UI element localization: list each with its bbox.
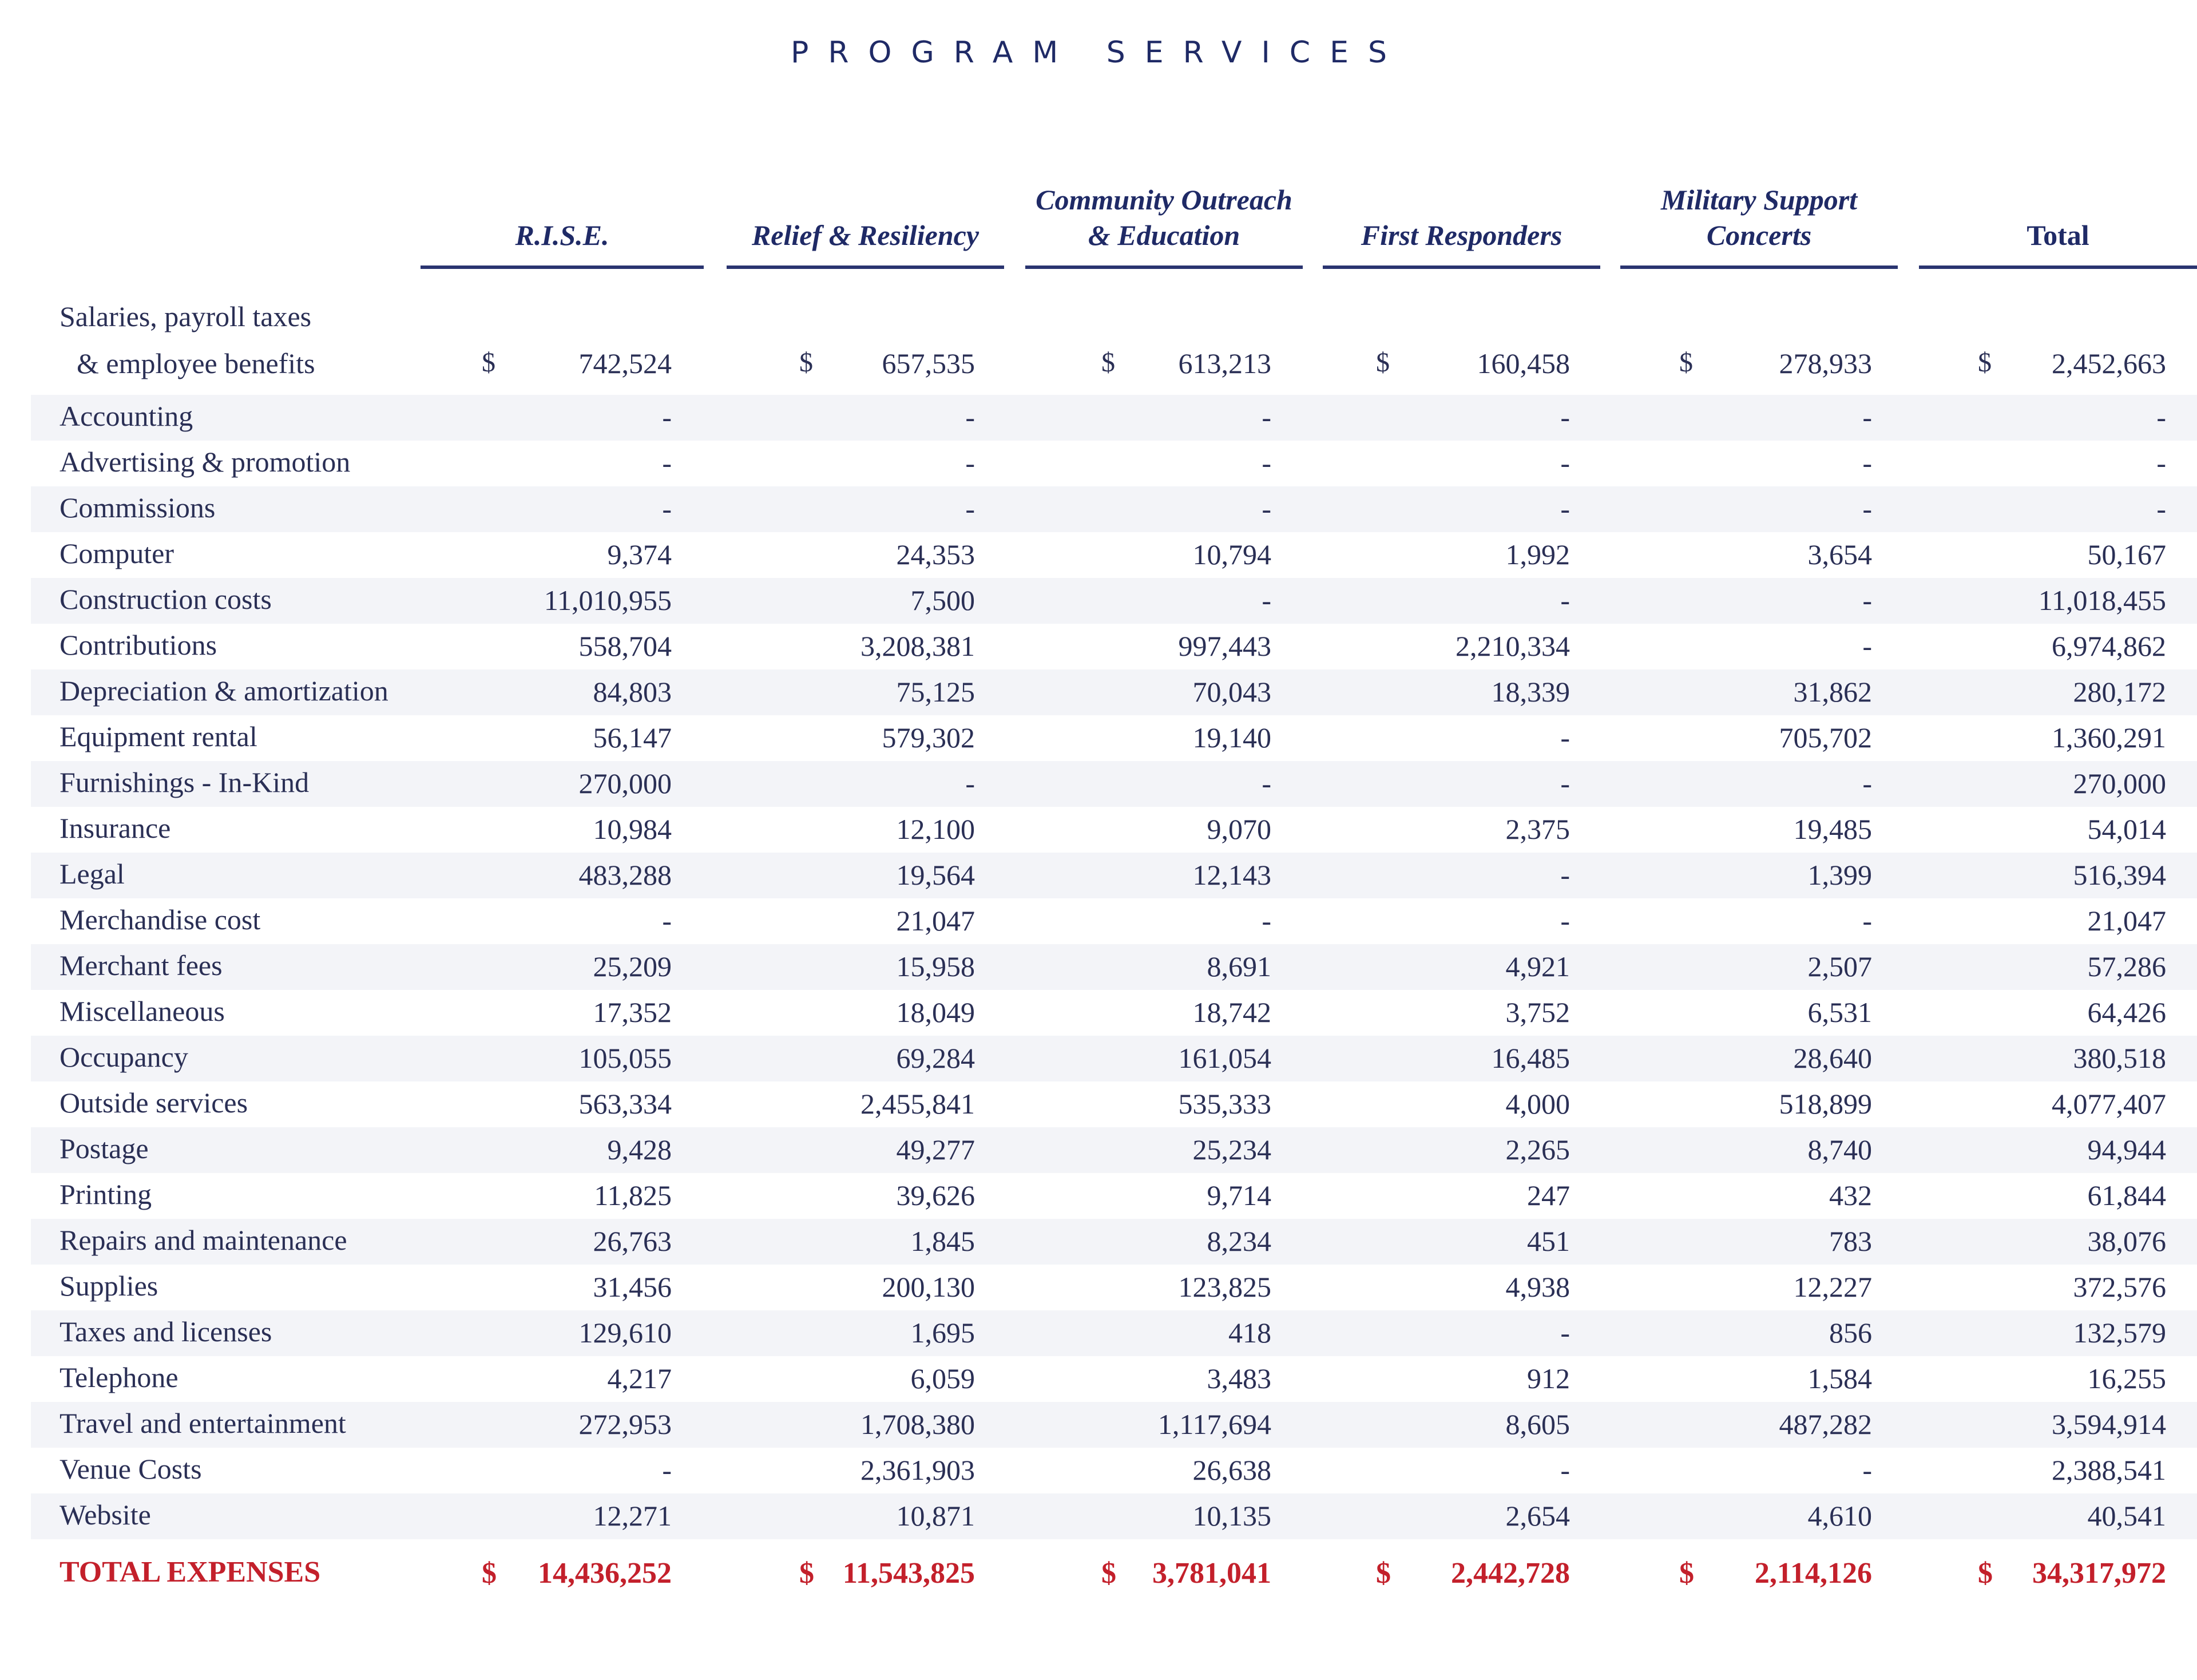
currency-symbol: $ xyxy=(1978,347,1992,378)
table-row xyxy=(31,1493,2197,1539)
table-cell: - xyxy=(1862,630,1872,662)
table-cell: 12,227 xyxy=(1793,1271,1872,1303)
column-header-line1: Relief & Resiliency xyxy=(751,219,979,251)
table-cell: 25,234 xyxy=(1192,1134,1271,1166)
table-cell: 160,458 xyxy=(1477,347,1570,379)
table-cell: 105,055 xyxy=(578,1042,672,1074)
table-cell: 56,147 xyxy=(593,722,672,754)
table-cell: 26,638 xyxy=(1192,1454,1271,1486)
row-label: Miscellaneous xyxy=(60,995,225,1027)
table-cell: 6,059 xyxy=(910,1362,975,1394)
table-cell: 200,130 xyxy=(882,1271,975,1303)
table-cell: 49,277 xyxy=(896,1134,975,1166)
table-row xyxy=(31,486,2197,532)
table-cell: 15,958 xyxy=(896,950,975,982)
table-cell: 69,284 xyxy=(896,1042,975,1074)
table-cell: 8,740 xyxy=(1807,1134,1872,1166)
table-cell: 11,018,455 xyxy=(2038,584,2166,616)
table-cell: 705,702 xyxy=(1779,722,1872,754)
table-cell: 10,135 xyxy=(1192,1500,1271,1532)
table-cell: - xyxy=(1560,905,1570,937)
table-row xyxy=(31,395,2197,441)
currency-symbol: $ xyxy=(1679,1557,1694,1590)
table-cell: - xyxy=(662,493,672,525)
table-row xyxy=(31,578,2197,624)
column-header-line1: Total xyxy=(2027,219,2089,251)
table-cell: 1,117,694 xyxy=(1157,1408,1271,1440)
table-cell: 21,047 xyxy=(2087,905,2166,937)
table-cell: 40,541 xyxy=(2087,1500,2166,1532)
table-row xyxy=(31,807,2197,853)
table-cell: 3,654 xyxy=(1807,538,1872,570)
column-header-line1: R.I.S.E. xyxy=(515,219,609,251)
table-cell: 10,984 xyxy=(593,813,672,845)
table-cell: 856 xyxy=(1829,1317,1872,1349)
table-cell: - xyxy=(662,447,672,479)
table-cell: 4,217 xyxy=(607,1362,672,1394)
row-label: Taxes and licenses xyxy=(60,1316,272,1348)
table-cell: 11,543,825 xyxy=(842,1557,975,1590)
expense-table-body xyxy=(31,395,2197,1539)
table-cell: 2,210,334 xyxy=(1456,630,1570,662)
table-cell: 19,140 xyxy=(1192,722,1271,754)
table-cell: 3,752 xyxy=(1505,996,1570,1028)
table-cell: - xyxy=(1862,401,1872,433)
table-cell: 16,255 xyxy=(2087,1362,2166,1394)
table-cell: - xyxy=(2156,493,2166,525)
table-cell: 11,825 xyxy=(594,1179,672,1211)
table-row xyxy=(31,761,2197,807)
column-header-line2: & Education xyxy=(1088,219,1240,251)
table-cell: 8,691 xyxy=(1207,950,1271,982)
table-cell: 1,708,380 xyxy=(860,1408,975,1440)
table-cell: 50,167 xyxy=(2087,538,2166,570)
table-cell: 380,518 xyxy=(2073,1042,2166,1074)
table-cell: 1,695 xyxy=(910,1317,975,1349)
table-cell: - xyxy=(1560,447,1570,479)
table-cell: 18,742 xyxy=(1192,996,1271,1028)
total-expenses-row xyxy=(31,1551,2197,1602)
table-cell: 2,507 xyxy=(1807,950,1872,982)
table-cell: 2,442,728 xyxy=(1451,1557,1570,1590)
table-cell: - xyxy=(2156,447,2166,479)
currency-symbol: $ xyxy=(799,347,813,378)
table-cell: - xyxy=(1862,493,1872,525)
table-cell: - xyxy=(662,905,672,937)
table-cell: - xyxy=(2156,401,2166,433)
table-cell: 535,333 xyxy=(1178,1088,1271,1120)
column-header-line1: First Responders xyxy=(1361,219,1563,251)
table-cell: 6,531 xyxy=(1807,996,1872,1028)
table-cell: - xyxy=(662,1454,672,1486)
table-cell: - xyxy=(1560,1454,1570,1486)
row-label: Travel and entertainment xyxy=(60,1407,346,1439)
table-cell: 12,143 xyxy=(1192,859,1271,891)
table-cell: - xyxy=(965,447,975,479)
table-cell: 280,172 xyxy=(2073,676,2166,708)
table-row xyxy=(31,1310,2197,1356)
currency-symbol: $ xyxy=(1978,1557,1993,1590)
table-cell: - xyxy=(1262,584,1271,616)
table-cell: 70,043 xyxy=(1192,676,1271,708)
table-cell: 6,974,862 xyxy=(2052,630,2166,662)
table-cell: 2,114,126 xyxy=(1754,1557,1872,1590)
column-header-line1: Community Outreach xyxy=(1036,184,1292,216)
table-cell: 3,483 xyxy=(1207,1362,1271,1394)
table-cell: 10,871 xyxy=(896,1500,975,1532)
table-cell: 9,070 xyxy=(1207,813,1271,845)
page-title: PROGRAM SERVICES xyxy=(791,35,1406,70)
table-row xyxy=(31,1356,2197,1402)
row-label: Computer xyxy=(60,537,174,569)
table-cell: - xyxy=(1862,1454,1872,1486)
table-cell: 783 xyxy=(1829,1225,1872,1257)
table-cell: 3,594,914 xyxy=(2052,1408,2166,1440)
table-cell: - xyxy=(662,401,672,433)
table-cell: 4,921 xyxy=(1505,950,1570,982)
table-cell: 247 xyxy=(1527,1179,1570,1211)
table-cell: 123,825 xyxy=(1178,1271,1271,1303)
table-cell: 2,388,541 xyxy=(2052,1454,2166,1486)
table-cell: 19,485 xyxy=(1793,813,1872,845)
currency-symbol: $ xyxy=(1101,1557,1116,1590)
row-label: Venue Costs xyxy=(60,1453,202,1485)
table-cell: 64,426 xyxy=(2087,996,2166,1028)
row-label: Postage xyxy=(60,1132,149,1164)
row-label: Contributions xyxy=(60,629,217,661)
table-cell: - xyxy=(1262,401,1271,433)
row-label: Legal xyxy=(60,858,125,890)
table-cell: 9,428 xyxy=(607,1134,672,1166)
table-cell: 34,317,972 xyxy=(2032,1557,2166,1590)
table-cell: - xyxy=(1560,493,1570,525)
table-cell: 129,610 xyxy=(578,1317,672,1349)
row-label: Merchant fees xyxy=(60,949,223,981)
table-cell: 161,054 xyxy=(1178,1042,1271,1074)
table-row xyxy=(31,715,2197,761)
currency-symbol: $ xyxy=(482,1557,497,1590)
row-label: Website xyxy=(60,1499,151,1531)
table-cell: 516,394 xyxy=(2073,859,2166,891)
table-cell: 563,334 xyxy=(578,1088,672,1120)
table-cell: - xyxy=(1862,767,1872,799)
currency-symbol: $ xyxy=(1101,347,1115,378)
table-cell: - xyxy=(1862,447,1872,479)
table-cell: - xyxy=(1262,905,1271,937)
table-cell: 742,524 xyxy=(578,347,672,379)
table-row xyxy=(31,532,2197,578)
table-cell: 1,992 xyxy=(1505,538,1570,570)
column-header xyxy=(727,183,1004,269)
table-row xyxy=(31,853,2197,898)
table-cell: 10,794 xyxy=(1192,538,1271,570)
table-cell: 16,485 xyxy=(1491,1042,1570,1074)
table-cell: - xyxy=(1560,1317,1570,1349)
table-cell: - xyxy=(1560,722,1570,754)
table-cell: - xyxy=(965,767,975,799)
table-cell: 25,209 xyxy=(593,950,672,982)
table-cell: 61,844 xyxy=(2087,1179,2166,1211)
row-label: Commissions xyxy=(60,492,216,524)
table-cell: 31,862 xyxy=(1793,676,1872,708)
table-cell: 518,899 xyxy=(1779,1088,1872,1120)
table-cell: 14,436,252 xyxy=(538,1557,672,1590)
table-row xyxy=(31,1081,2197,1127)
table-row xyxy=(31,441,2197,486)
table-cell: 9,714 xyxy=(1207,1179,1271,1211)
table-cell: 31,456 xyxy=(593,1271,672,1303)
currency-symbol: $ xyxy=(1376,1557,1391,1590)
column-header xyxy=(1025,183,1303,269)
table-cell: - xyxy=(1560,767,1570,799)
table-row xyxy=(31,624,2197,669)
row-label: Telephone xyxy=(60,1361,179,1393)
table-cell: 487,282 xyxy=(1779,1408,1872,1440)
row-label: Furnishings - In-Kind xyxy=(60,766,310,798)
column-header xyxy=(421,183,704,269)
table-cell: - xyxy=(1560,859,1570,891)
currency-symbol: $ xyxy=(799,1557,814,1590)
table-cell: 8,234 xyxy=(1207,1225,1271,1257)
table-cell: 2,361,903 xyxy=(860,1454,975,1486)
currency-symbol: $ xyxy=(1679,347,1693,378)
row-label: Depreciation & amortization xyxy=(60,675,388,707)
currency-symbol: $ xyxy=(482,347,495,378)
table-cell: 4,610 xyxy=(1807,1500,1872,1532)
table-cell: 1,399 xyxy=(1807,859,1872,891)
table-row xyxy=(31,1127,2197,1173)
table-cell: 38,076 xyxy=(2087,1225,2166,1257)
table-cell: 432 xyxy=(1829,1179,1872,1211)
table-cell: 483,288 xyxy=(578,859,672,891)
table-cell: 1,845 xyxy=(910,1225,975,1257)
table-cell: 19,564 xyxy=(896,859,975,891)
table-cell: 18,049 xyxy=(896,996,975,1028)
table-cell: 9,374 xyxy=(607,538,672,570)
table-row xyxy=(31,990,2197,1036)
table-row xyxy=(31,944,2197,990)
table-cell: 94,944 xyxy=(2087,1134,2166,1166)
table-cell: 657,535 xyxy=(882,347,975,379)
table-cell: 372,576 xyxy=(2073,1271,2166,1303)
table-cell: 2,654 xyxy=(1505,1500,1570,1532)
row-label: Occupancy xyxy=(60,1041,188,1073)
table-cell: 12,271 xyxy=(593,1500,672,1532)
table-cell: 4,000 xyxy=(1505,1088,1570,1120)
column-header xyxy=(1919,183,2197,269)
table-cell: 912 xyxy=(1527,1362,1570,1394)
table-cell: 1,360,291 xyxy=(2052,722,2166,754)
total-expenses-label: TOTAL EXPENSES xyxy=(60,1556,321,1588)
table-cell: 17,352 xyxy=(593,996,672,1028)
table-row xyxy=(31,1448,2197,1493)
row-label: Merchandise cost xyxy=(60,904,261,936)
row-label: Supplies xyxy=(60,1270,158,1302)
currency-symbol: $ xyxy=(1376,347,1390,378)
table-cell: 278,933 xyxy=(1779,347,1872,379)
table-cell: 7,500 xyxy=(910,584,975,616)
table-cell: 451 xyxy=(1527,1225,1570,1257)
table-cell: 2,375 xyxy=(1505,813,1570,845)
table-row xyxy=(31,898,2197,944)
table-cell: 75,125 xyxy=(896,676,975,708)
table-cell: - xyxy=(1560,401,1570,433)
table-cell: 4,077,407 xyxy=(2052,1088,2166,1120)
table-cell: 2,455,841 xyxy=(860,1088,975,1120)
row-label: Outside services xyxy=(60,1087,248,1119)
table-cell: 2,452,663 xyxy=(2052,347,2166,379)
table-cell: 54,014 xyxy=(2087,813,2166,845)
row-label: Repairs and maintenance xyxy=(60,1224,347,1256)
row-label: Insurance xyxy=(60,812,171,844)
table-cell: 3,781,041 xyxy=(1152,1557,1271,1590)
table-row xyxy=(31,1402,2197,1448)
table-cell: 2,265 xyxy=(1505,1134,1570,1166)
table-cell: 12,100 xyxy=(896,813,975,845)
table-cell: 1,584 xyxy=(1807,1362,1872,1394)
table-row xyxy=(31,1036,2197,1081)
table-cell: 21,047 xyxy=(896,905,975,937)
table-cell: 3,208,381 xyxy=(860,630,975,662)
table-row-salaries xyxy=(31,298,2197,395)
table-cell: - xyxy=(1262,767,1271,799)
table-row xyxy=(31,1265,2197,1310)
table-cell: - xyxy=(1560,584,1570,616)
table-row xyxy=(31,669,2197,715)
table-cell: 418 xyxy=(1228,1317,1271,1349)
column-header xyxy=(1620,183,1898,269)
column-header-line2: Concerts xyxy=(1706,219,1812,251)
table-cell: 57,286 xyxy=(2087,950,2166,982)
table-cell: 84,803 xyxy=(593,676,672,708)
table-cell: 28,640 xyxy=(1793,1042,1872,1074)
table-cell: 558,704 xyxy=(578,630,672,662)
row-label: Printing xyxy=(60,1178,152,1210)
table-row xyxy=(31,1219,2197,1265)
table-cell: - xyxy=(1862,905,1872,937)
table-cell: - xyxy=(965,493,975,525)
table-cell: 132,579 xyxy=(2073,1317,2166,1349)
salaries-values xyxy=(31,343,2197,389)
table-cell: 272,953 xyxy=(578,1408,672,1440)
table-cell: 11,010,955 xyxy=(544,584,672,616)
row-label-salaries-line1: Salaries, payroll taxes xyxy=(60,300,312,332)
table-cell: 4,938 xyxy=(1505,1271,1570,1303)
row-label: Advertising & promotion xyxy=(60,446,351,478)
row-label: Construction costs xyxy=(60,583,272,615)
table-cell: 270,000 xyxy=(2073,767,2166,799)
row-label: Accounting xyxy=(60,400,193,432)
table-row xyxy=(31,1173,2197,1219)
table-cell: 18,339 xyxy=(1491,676,1570,708)
table-cell: 26,763 xyxy=(593,1225,672,1257)
table-cell: 613,213 xyxy=(1178,347,1271,379)
table-cell: 24,353 xyxy=(896,538,975,570)
row-label: Equipment rental xyxy=(60,720,257,752)
table-cell: - xyxy=(1862,584,1872,616)
table-cell: 997,443 xyxy=(1178,630,1271,662)
table-cell: - xyxy=(1262,447,1271,479)
table-cell: - xyxy=(1262,493,1271,525)
table-cell: 579,302 xyxy=(882,722,975,754)
column-header-line1: Military Support xyxy=(1660,184,1858,216)
column-header xyxy=(1323,183,1600,269)
table-cell: - xyxy=(965,401,975,433)
table-cell: 8,605 xyxy=(1505,1408,1570,1440)
table-cell: 270,000 xyxy=(578,767,672,799)
table-cell: 39,626 xyxy=(896,1179,975,1211)
row-label-salaries-line2: & employee benefits xyxy=(77,347,315,379)
